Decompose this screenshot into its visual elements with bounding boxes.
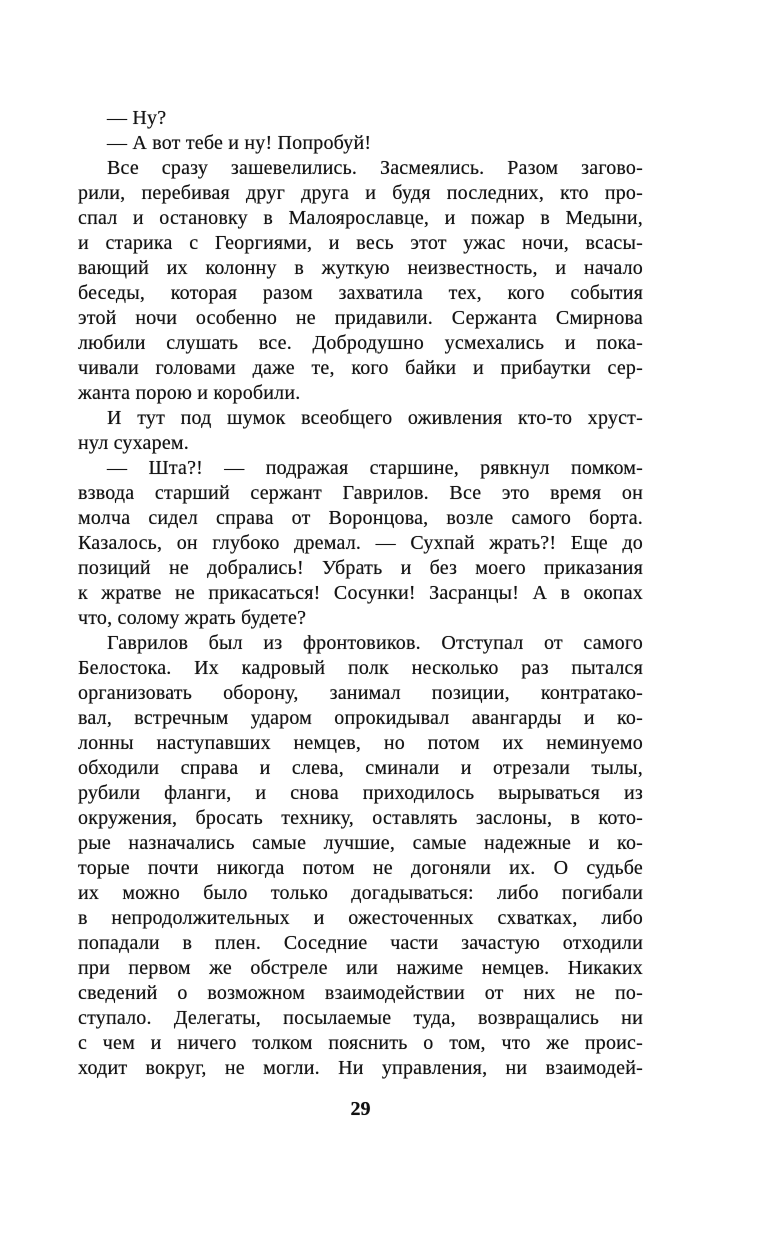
text-line: и старика с Георгиями, и весь этот ужас ночи, всасы- (78, 232, 643, 254)
text-line: рубили фланги, и снова приходилось вырываться из (78, 782, 643, 804)
text-line: — Ну? (107, 107, 167, 129)
text-line: чивали головами даже те, кого байки и прибаутки сер- (78, 357, 643, 379)
text-line: сведений о возможном взаимодействии от них не по- (78, 982, 643, 1004)
text-line: в непродолжительных и ожесточенных схватках, либо (78, 907, 643, 929)
text-line: И тут под шумок всеобщего оживления кто-то хруст- (107, 407, 643, 429)
page-number: 29 (350, 1098, 371, 1120)
text-line: — Шта?! — подражая старшине, рявкнул помком- (107, 457, 643, 479)
paragraph (78, 456, 643, 631)
text-line: Казалось, он глубоко дремал. — Сухпай жрать?! Еще до (78, 532, 643, 554)
text-line: Белостока. Их кадровый полк несколько раз пытался (78, 657, 643, 679)
text-block (78, 106, 643, 1081)
text-line: молча сидел справа от Воронцова, возле самого борта. (78, 507, 643, 529)
text-line: что, солому жрать будете? (78, 607, 307, 629)
text-line: позиций не добрались! Убрать и без моего приказания (78, 557, 643, 579)
text-line: беседы, которая разом захватила тех, кого события (78, 282, 643, 304)
paragraph (78, 631, 643, 1081)
text-line: обходили справа и слева, сминали и отрезали тылы, (78, 757, 643, 779)
text-line: к жратве не прикасаться! Сосунки! Засранцы! А в окопах (78, 582, 643, 604)
text-line: рые назначались самые лучшие, самые надежные и ко- (78, 832, 643, 854)
text-line: Все сразу зашевелились. Засмеялись. Разом загово- (107, 157, 643, 179)
text-line: Гаврилов был из фронтовиков. Отступал от самого (107, 632, 643, 654)
paragraph (78, 106, 643, 131)
paragraph (78, 406, 643, 456)
text-line: окружения, бросать технику, оставлять заслоны, в кото- (78, 807, 643, 829)
text-line: рили, перебивая друг друга и будя последних, кто про- (78, 182, 643, 204)
text-line: спал и остановку в Малоярославце, и пожар в Медыни, (78, 207, 643, 229)
text-line: ходит вокруг, не могли. Ни управления, ни взаимодей- (78, 1057, 643, 1079)
text-line: — А вот тебе и ну! Попробуй! (107, 132, 372, 154)
paragraph (78, 156, 643, 406)
paragraph (78, 131, 643, 156)
text-line: их можно было только догадываться: либо погибали (78, 882, 643, 904)
text-line: жанта порою и коробили. (78, 382, 301, 404)
text-line: вал, встречным ударом опрокидывал авангарды и ко- (78, 707, 643, 729)
text-line: с чем и ничего толком пояснить о том, что же проис- (78, 1032, 643, 1054)
text-line: взвода старший сержант Гаврилов. Все это время он (78, 482, 643, 504)
text-line: любили слушать все. Добродушно усмехались и пока- (78, 332, 643, 354)
text-line: вающий их колонну в жуткую неизвестность, и начало (78, 257, 643, 279)
text-line: при первом же обстреле или нажиме немцев. Никаких (78, 957, 643, 979)
text-line: попадали в плен. Соседние части зачастую отходили (78, 932, 643, 954)
text-line: торые почти никогда потом не догоняли их. О судьбе (78, 857, 643, 879)
text-line: ступало. Делегаты, посылаемые туда, возвращались ни (78, 1007, 643, 1029)
text-line: этой ночи особенно не придавили. Сержанта Смирнова (78, 307, 643, 329)
text-line: нул сухарем. (78, 432, 189, 454)
text-line: организовать оборону, занимал позиции, контратако- (78, 682, 643, 704)
text-line: лонны наступавших немцев, но потом их неминуемо (78, 732, 643, 754)
